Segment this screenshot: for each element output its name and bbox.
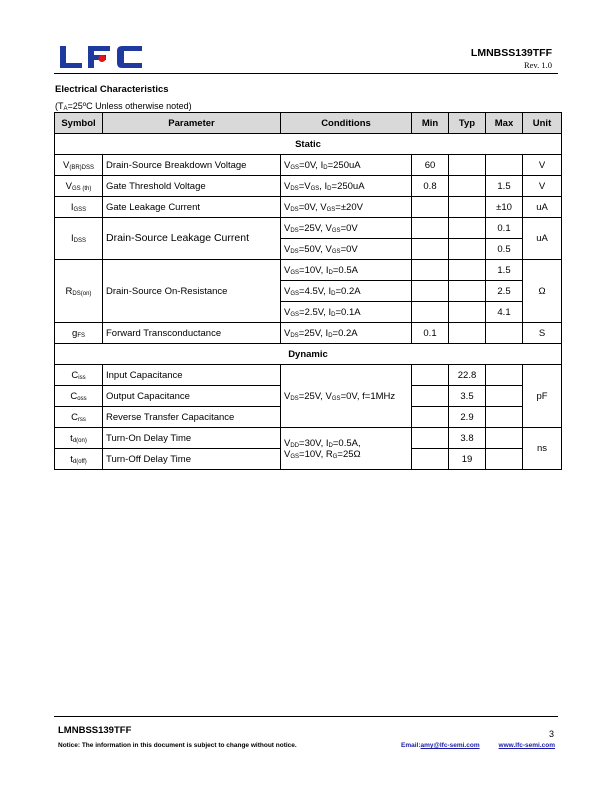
parameter-cell: Gate Leakage Current: [103, 197, 281, 218]
parameter-cell: Turn-On Delay Time: [103, 428, 281, 449]
typ-cell: [449, 197, 486, 218]
max-cell: 0.1: [486, 218, 523, 239]
symbol-cell: $V_{GS (th)}$: [55, 176, 103, 197]
symbol-cell: $I_{DSS}$: [55, 218, 103, 260]
typ-cell: [449, 281, 486, 302]
website-link[interactable]: www.lfc-semi.com: [498, 742, 555, 749]
page-number: 3: [548, 729, 554, 739]
electrical-characteristics-table: [54, 112, 562, 470]
col-header-parameter: Parameter: [103, 113, 281, 134]
parameter-cell: Forward Transconductance: [103, 323, 281, 344]
unit-cell: ns: [523, 428, 562, 470]
conditions-cell: $V_{DS}=V_{GS}$, $I_D=250uA$: [281, 176, 412, 197]
typ-cell: 2.9: [449, 407, 486, 428]
conditions-cell: $V_{DS}=50V$, $V_{GS}=0V$: [281, 239, 412, 260]
max-cell: 1.5: [486, 176, 523, 197]
min-cell: [412, 386, 449, 407]
header-part-number: LMNBSS139TFF: [470, 47, 552, 59]
col-header-max: Max: [486, 113, 523, 134]
col-header-unit: Unit: [523, 113, 562, 134]
unit-cell: V: [523, 155, 562, 176]
unit-cell: S: [523, 323, 562, 344]
symbol-cell: $t_{d(on)}$: [55, 428, 103, 449]
min-cell: [412, 281, 449, 302]
symbol-cell: $t_{d(off)}$: [55, 449, 103, 470]
parameter-cell: Reverse Transfer Capacitance: [103, 407, 281, 428]
min-cell: [412, 239, 449, 260]
unit-cell: V: [523, 176, 562, 197]
footer-notice: Notice: The information in this document is subject to change without notice.: [58, 742, 297, 749]
footer-divider: [54, 716, 558, 717]
typ-cell: [449, 218, 486, 239]
table-row: [55, 260, 562, 281]
conditions-cell: $V_{DS}=25V$, $V_{GS}=0V$, f=1MHz: [281, 365, 412, 428]
unit-cell: uA: [523, 218, 562, 260]
typ-cell: [449, 302, 486, 323]
max-cell: [486, 386, 523, 407]
parameter-cell: Drain-Source Breakdown Voltage: [103, 155, 281, 176]
table-row: [55, 218, 562, 239]
min-cell: [412, 197, 449, 218]
parameter-cell: Input Capacitance: [103, 365, 281, 386]
table-row: [55, 197, 562, 218]
email-link[interactable]: amy@lfc-semi.com: [420, 742, 480, 749]
min-cell: 0.1: [412, 323, 449, 344]
typ-cell: [449, 260, 486, 281]
test-condition-note: ($T_A=25ºC$ Unless otherwise noted): [55, 101, 192, 112]
col-header-conditions: Conditions: [281, 113, 412, 134]
col-header-typ: Typ: [449, 113, 486, 134]
min-cell: [412, 428, 449, 449]
max-cell: 0.5: [486, 239, 523, 260]
max-cell: ±10: [486, 197, 523, 218]
min-cell: [412, 407, 449, 428]
min-cell: 0.8: [412, 176, 449, 197]
section-row-dynamic: [55, 344, 562, 365]
conditions-cell: $V_{DD}=30V$, $I_D=0.5A$, $V_{GS}=10V$, $R_G=25\Omega$: [281, 428, 412, 470]
max-cell: 4.1: [486, 302, 523, 323]
table-row: [55, 365, 562, 386]
parameter-cell: Drain-Source On-Resistance: [103, 260, 281, 323]
unit-cell: pF: [523, 365, 562, 428]
symbol-cell: $C_{iss}$: [55, 365, 103, 386]
footer-email: Email:amy@lfc-semi.com: [401, 742, 480, 749]
max-cell: [486, 323, 523, 344]
header-revision: Rev. 1.0: [523, 60, 552, 70]
max-cell: 2.5: [486, 281, 523, 302]
max-cell: [486, 365, 523, 386]
min-cell: 60: [412, 155, 449, 176]
typ-cell: 3.8: [449, 428, 486, 449]
symbol-cell: $C_{rss}$: [55, 407, 103, 428]
symbol-cell: $R_{DS(on)}$: [55, 260, 103, 323]
max-cell: 1.5: [486, 260, 523, 281]
table-row: [55, 323, 562, 344]
parameter-cell: Drain-Source Leakage Current: [103, 218, 281, 260]
static-label: Static: [55, 134, 562, 155]
typ-cell: [449, 239, 486, 260]
conditions-cell: $V_{DS}=0V$, $V_{GS}=\pm 20V$: [281, 197, 412, 218]
max-cell: [486, 155, 523, 176]
max-cell: [486, 428, 523, 449]
min-cell: [412, 218, 449, 239]
typ-cell: 19: [449, 449, 486, 470]
typ-cell: 22.8: [449, 365, 486, 386]
typ-cell: [449, 176, 486, 197]
conditions-cell: $V_{GS}=0V$, $I_D=250uA$: [281, 155, 412, 176]
conditions-cell: $V_{DS}=25V$, $I_D=0.2A$: [281, 323, 412, 344]
symbol-cell: $I_{GSS}$: [55, 197, 103, 218]
lfc-logo: [58, 44, 144, 70]
typ-cell: [449, 155, 486, 176]
unit-cell: Ω: [523, 260, 562, 323]
parameter-cell: Gate Threshold Voltage: [103, 176, 281, 197]
symbol-cell: $g_{FS}$: [55, 323, 103, 344]
unit-cell: uA: [523, 197, 562, 218]
section-row-static: [55, 134, 562, 155]
parameter-cell: Turn-Off Delay Time: [103, 449, 281, 470]
min-cell: [412, 260, 449, 281]
table-row: [55, 155, 562, 176]
parameter-cell: Output Capacitance: [103, 386, 281, 407]
typ-cell: 3.5: [449, 386, 486, 407]
max-cell: [486, 407, 523, 428]
symbol-cell: $V_{(BR)DSS}$: [55, 155, 103, 176]
typ-cell: [449, 323, 486, 344]
min-cell: [412, 365, 449, 386]
section-title: Electrical Characteristics: [55, 84, 169, 95]
max-cell: [486, 449, 523, 470]
min-cell: [412, 449, 449, 470]
conditions-cell: $V_{DS}=25V$, $V_{GS}=0V$: [281, 218, 412, 239]
symbol-cell: $C_{oss}$: [55, 386, 103, 407]
table-header-row: [55, 113, 562, 134]
dynamic-label: Dynamic: [55, 344, 562, 365]
col-header-min: Min: [412, 113, 449, 134]
table-row: [55, 176, 562, 197]
conditions-cell: $V_{GS}=10V$, $I_D=0.5A$: [281, 260, 412, 281]
col-header-symbol: Symbol: [55, 113, 103, 134]
header-divider: [54, 73, 558, 74]
conditions-cell: $V_{GS}=2.5V$, $I_D=0.1A$: [281, 302, 412, 323]
table-row: [55, 428, 562, 449]
footer-part-number: LMNBSS139TFF: [58, 725, 132, 736]
min-cell: [412, 302, 449, 323]
conditions-cell: $V_{GS}=4.5V$, $I_D=0.2A$: [281, 281, 412, 302]
